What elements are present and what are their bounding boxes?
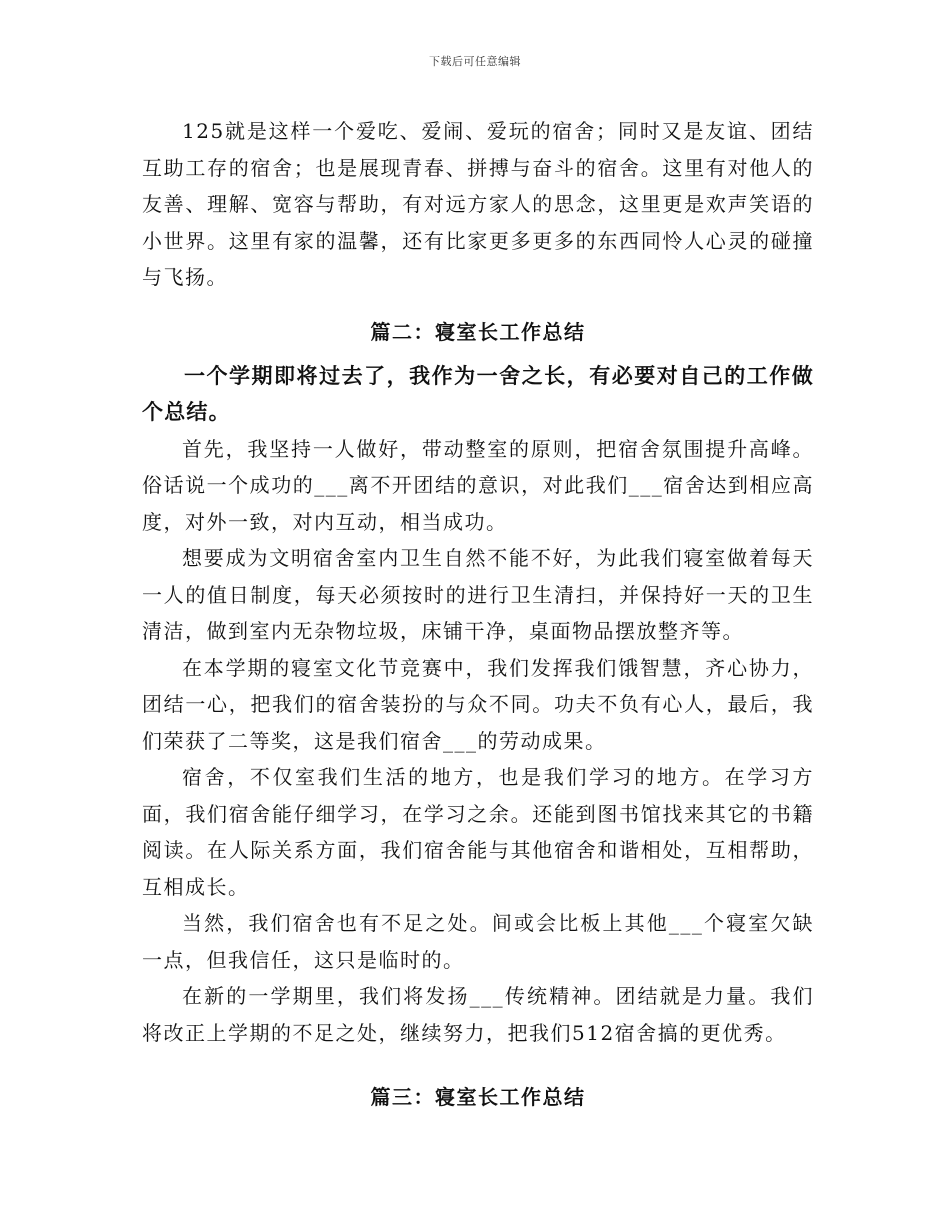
intro-paragraph: 125就是这样一个爱吃、爱闹、爱玩的宿舍；同时又是友谊、团结互助工存的宿舍；也是展现青春、拼搏与奋斗的宿舍。这里有对他人的友善、理解、宽容与帮助，有对远方家人的思念，这里更是欢声笑语的小世界。这里有家的温馨，还有比家更多更多的东西同怜人心灵的碰撞与飞扬。 bbox=[142, 119, 814, 289]
section-3-heading: 篇三：寝室长工作总结 bbox=[370, 1085, 586, 1109]
paragraph-5: 当然，我们宿舍也有不足之处。间或会比板上其他___个寝室欠缺一点，但我信任，这只是临时的。 bbox=[142, 911, 814, 972]
document-body bbox=[142, 113, 814, 1115]
paragraph-4: 宿舍，不仅室我们生活的地方，也是我们学习的地方。在学习方面，我们宿舍能仔细学习，在学习之余。还能到图书馆找来其它的书籍阅读。在人际关系方面，我们宿舍能与其他宿舍和谐相处，互相帮助，互相成长。 bbox=[142, 765, 814, 899]
paragraph-6: 在新的一学期里，我们将发扬___传统精神。团结就是力量。我们将改正上学期的不足之处，继续努力，把我们512宿舍搞的更优秀。 bbox=[142, 984, 814, 1045]
paragraph-1: 首先，我坚持一人做好，带动整室的原则，把宿舍氛围提升高峰。俗话说一个成功的___离不开团结的意识，对此我们___宿舍达到相应高度，对外一致，对内互动，相当成功。 bbox=[142, 436, 814, 534]
section-2-lead-paragraph: 一个学期即将过去了，我作为一舍之长，有必要对自己的工作做个总结。 bbox=[142, 362, 814, 424]
paragraph-2: 想要成为文明宿舍室内卫生自然不能不好，为此我们寝室做着每天一人的值日制度，每天必须按时的进行卫生清扫，并保持好一天的卫生清洁，做到室内无杂物垃圾，床铺干净，桌面物品摆放整齐等。 bbox=[142, 546, 814, 643]
page-header: 下载后可任意编辑 bbox=[429, 55, 521, 68]
section-2-heading: 篇二：寝室长工作总结 bbox=[370, 319, 586, 344]
paragraph-3: 在本学期的寝室文化节竞赛中，我们发挥我们饿智慧，齐心协力，团结一心，把我们的宿舍装扮的与众不同。功夫不负有心人，最后，我们荣获了二等奖，这是我们宿舍___的劳动成果。 bbox=[142, 655, 814, 753]
